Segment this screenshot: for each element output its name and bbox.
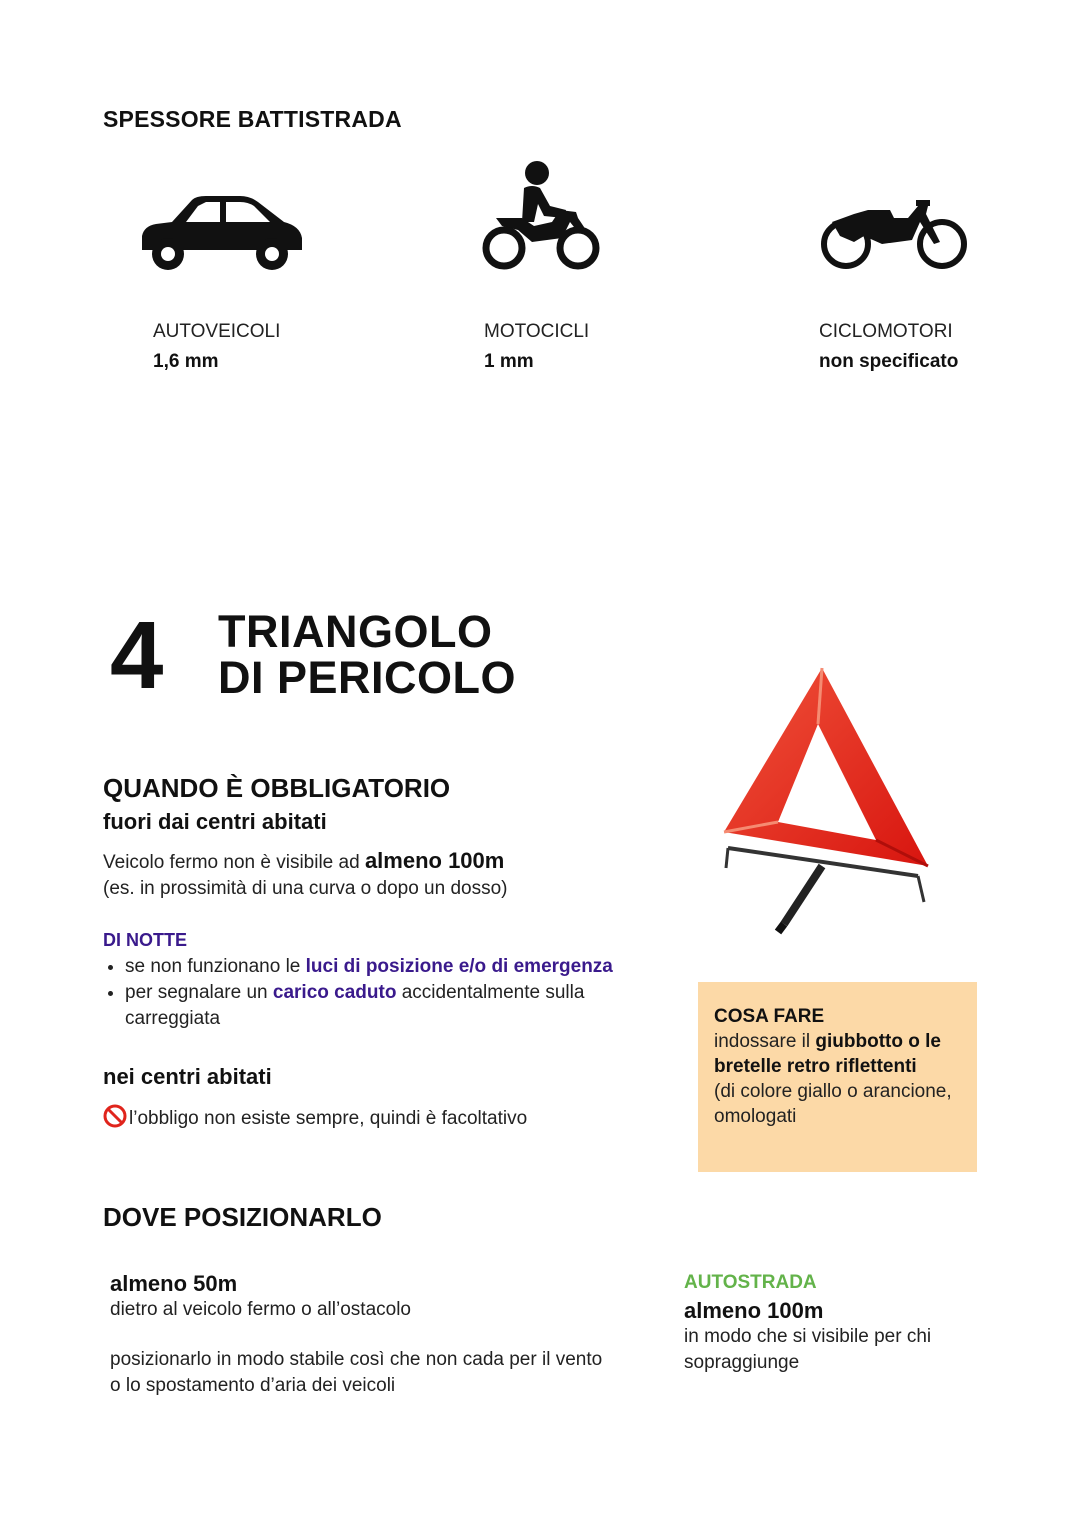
inside-city-note: l’obbligo non esiste sempre, quindi è facoltativo	[129, 1108, 528, 1129]
position-distance: almeno 50m	[110, 1271, 238, 1296]
visibility-text: Veicolo fermo non è visibile ad	[103, 852, 365, 873]
outside-city-title: fuori dai centri abitati	[103, 809, 327, 834]
list-item	[125, 954, 670, 980]
callout-title: COSA FARE	[714, 1006, 825, 1027]
bullet-emphasis: carico caduto	[272, 982, 397, 1003]
moped-icon	[820, 196, 968, 272]
section-title-line1: TRIANGOLO	[218, 606, 493, 657]
bullet-emphasis: luci di posizione e/o di emergenza	[305, 956, 613, 977]
prohibited-icon	[103, 1104, 127, 1128]
bullet-text: per segnalare un	[125, 982, 273, 1003]
highway-text: in modo che si visibile per chi sopraggiunge	[684, 1326, 932, 1373]
section-title-line2: DI PERICOLO	[218, 652, 517, 703]
car-icon	[136, 192, 304, 272]
vehicle-value: 1,6 mm	[153, 351, 219, 372]
night-title: DI NOTTE	[103, 930, 187, 950]
bullet-text: se non funzionano le	[125, 956, 306, 977]
tread-title: SPESSORE BATTISTRADA	[103, 106, 402, 132]
mandatory-title: QUANDO È OBBLIGATORIO	[103, 773, 451, 803]
vehicle-label: AUTOVEICOLI	[153, 321, 281, 342]
callout-text: indossare il	[714, 1031, 816, 1052]
warning-triangle-icon	[718, 662, 938, 938]
vehicle-moped	[819, 321, 958, 373]
position-note: posizionarlo in modo stabile così che non cada per il vento o lo spostamento d’aria dei veicoli	[110, 1349, 603, 1396]
motocross-icon	[482, 160, 600, 272]
callout-note: (di colore giallo o arancione, omologati	[714, 1081, 952, 1127]
vehicle-label: MOTOCICLI	[484, 321, 590, 342]
callout-emphasis: giubbotto o le bretelle retro riflettenti	[714, 1031, 941, 1077]
section-title	[218, 606, 517, 703]
bullet-text: accidentalmente sulla carreggiata	[125, 982, 585, 1029]
list-item	[125, 980, 670, 1032]
vehicle-motorcycle	[484, 321, 589, 373]
vehicle-value: 1 mm	[484, 351, 534, 372]
vehicle-car	[153, 321, 280, 373]
vehicle-label: CICLOMOTORI	[819, 321, 953, 342]
vehicle-visibility-text	[103, 848, 663, 902]
highway-distance: almeno 100m	[684, 1298, 824, 1323]
visibility-example: (es. in prossimità di una curva o dopo un dosso)	[103, 878, 508, 899]
what-to-do-callout	[698, 982, 977, 1172]
inside-city-text	[103, 1104, 527, 1132]
section-number: 4	[110, 602, 164, 709]
position-title: DOVE POSIZIONARLO	[103, 1202, 382, 1232]
position-left	[110, 1271, 610, 1399]
highway-label: AUTOSTRADA	[684, 1272, 817, 1293]
visibility-distance: almeno 100m	[364, 848, 505, 873]
position-text: dietro al veicolo fermo o all’ostacolo	[110, 1299, 411, 1320]
night-bullets	[103, 954, 670, 1032]
position-right	[684, 1272, 984, 1376]
vehicle-value: non specificato	[819, 351, 959, 372]
inside-city-title: nei centri abitati	[103, 1064, 272, 1089]
